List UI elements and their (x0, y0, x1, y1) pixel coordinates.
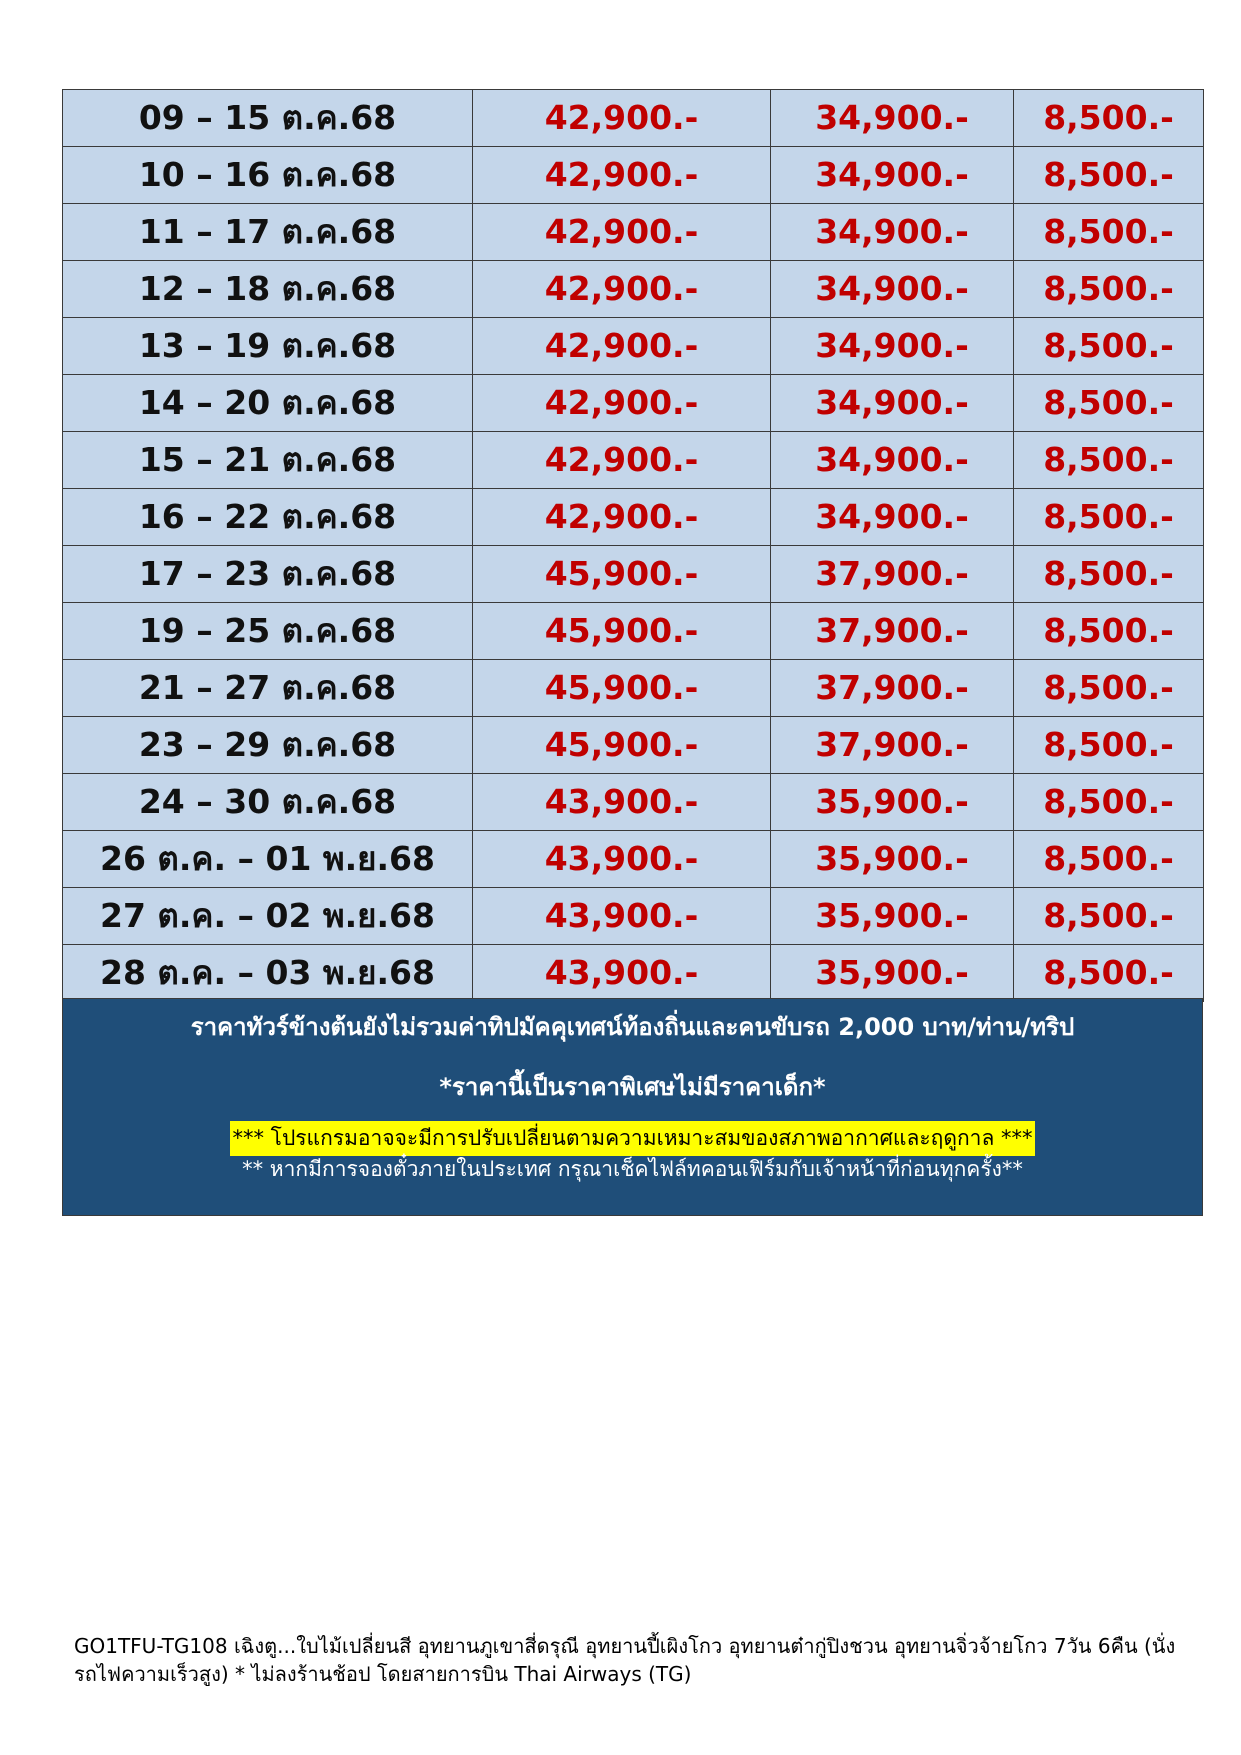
table-row (63, 888, 1204, 945)
child-price: 35,900.- (771, 888, 1014, 945)
travel-date: 19 – 25 ต.ค.68 (63, 603, 473, 660)
price-table (62, 89, 1204, 1002)
travel-date: 10 – 16 ต.ค.68 (63, 147, 473, 204)
child-price: 34,900.- (771, 432, 1014, 489)
child-price: 37,900.- (771, 717, 1014, 774)
single-supplement: 8,500.- (1014, 945, 1204, 1002)
adult-price: 45,900.- (473, 660, 771, 717)
adult-price: 42,900.- (473, 204, 771, 261)
single-supplement: 8,500.- (1014, 204, 1204, 261)
single-supplement: 8,500.- (1014, 90, 1204, 147)
child-price: 37,900.- (771, 660, 1014, 717)
travel-date: 21 – 27 ต.ค.68 (63, 660, 473, 717)
single-supplement: 8,500.- (1014, 603, 1204, 660)
child-price: 35,900.- (771, 774, 1014, 831)
adult-price: 42,900.- (473, 318, 771, 375)
adult-price: 43,900.- (473, 774, 771, 831)
travel-date: 27 ต.ค. – 02 พ.ย.68 (63, 888, 473, 945)
table-row (63, 90, 1204, 147)
travel-date: 15 – 21 ต.ค.68 (63, 432, 473, 489)
program-change-note: *** โปรแกรมอาจจะมีการปรับเปลี่ยนตามความเหมาะสมของสภาพอากาศและฤดูกาล *** (230, 1121, 1034, 1156)
table-row (63, 204, 1204, 261)
single-supplement: 8,500.- (1014, 432, 1204, 489)
single-supplement: 8,500.- (1014, 717, 1204, 774)
travel-date: 28 ต.ค. – 03 พ.ย.68 (63, 945, 473, 1002)
adult-price: 42,900.- (473, 147, 771, 204)
child-price: 34,900.- (771, 375, 1014, 432)
travel-date: 24 – 30 ต.ค.68 (63, 774, 473, 831)
adult-price: 42,900.- (473, 90, 771, 147)
travel-date: 13 – 19 ต.ค.68 (63, 318, 473, 375)
single-supplement: 8,500.- (1014, 489, 1204, 546)
adult-price: 43,900.- (473, 945, 771, 1002)
adult-price: 45,900.- (473, 603, 771, 660)
child-price: 34,900.- (771, 90, 1014, 147)
single-supplement: 8,500.- (1014, 888, 1204, 945)
table-row (63, 945, 1204, 1002)
travel-date: 14 – 20 ต.ค.68 (63, 375, 473, 432)
table-row (63, 432, 1204, 489)
table-row (63, 318, 1204, 375)
table-row (63, 489, 1204, 546)
table-row (63, 375, 1204, 432)
single-supplement: 8,500.- (1014, 375, 1204, 432)
table-row (63, 774, 1204, 831)
child-price: 34,900.- (771, 261, 1014, 318)
single-supplement: 8,500.- (1014, 147, 1204, 204)
travel-date: 11 – 17 ต.ค.68 (63, 204, 473, 261)
travel-date: 23 – 29 ต.ค.68 (63, 717, 473, 774)
single-supplement: 8,500.- (1014, 774, 1204, 831)
single-supplement: 8,500.- (1014, 660, 1204, 717)
table-row (63, 603, 1204, 660)
adult-price: 42,900.- (473, 432, 771, 489)
adult-price: 42,900.- (473, 261, 771, 318)
travel-date: 12 – 18 ต.ค.68 (63, 261, 473, 318)
travel-date: 16 – 22 ต.ค.68 (63, 489, 473, 546)
table-row (63, 261, 1204, 318)
table-row (63, 147, 1204, 204)
child-price: 35,900.- (771, 945, 1014, 1002)
program-change-note-wrap (63, 1121, 1202, 1156)
footer-tour-info: GO1TFU-TG108 เฉิงตู...ใบไม้เปลี่ยนสี อุทยานภูเขาสี่ดรุณี อุทยานปี้เผิงโกว อุทยานต๋ากู่ปิงชวน อุทยานจิ่วจ้ายโกว 7วัน 6คืน (นั่งรถไฟความเร็วสูง) * ไม่ลงร้านช้อป โดยสายการบิน Thai Airways (TG) (74, 1634, 1176, 1686)
child-price: 37,900.- (771, 603, 1014, 660)
notes-box (62, 998, 1203, 1216)
table-row (63, 717, 1204, 774)
domestic-ticket-note: ** หากมีการจองตั๋วภายในประเทศ กรุณาเช็คไฟล์ทคอนเฟิร์มกับเจ้าหน้าที่ก่อนทุกครั้ง** (242, 1157, 1023, 1181)
travel-date: 26 ต.ค. – 01 พ.ย.68 (63, 831, 473, 888)
child-price: 34,900.- (771, 204, 1014, 261)
price-table-body (63, 90, 1204, 1002)
child-price: 34,900.- (771, 489, 1014, 546)
adult-price: 42,900.- (473, 489, 771, 546)
travel-date: 09 – 15 ต.ค.68 (63, 90, 473, 147)
adult-price: 43,900.- (473, 831, 771, 888)
single-supplement: 8,500.- (1014, 831, 1204, 888)
table-row (63, 831, 1204, 888)
adult-price: 45,900.- (473, 717, 771, 774)
child-price: 34,900.- (771, 318, 1014, 375)
single-supplement: 8,500.- (1014, 318, 1204, 375)
adult-price: 43,900.- (473, 888, 771, 945)
adult-price: 42,900.- (473, 375, 771, 432)
child-price: 34,900.- (771, 147, 1014, 204)
special-price-note: *ราคานี้เป็นราคาพิเศษไม่มีราคาเด็ก* (439, 1073, 826, 1101)
single-supplement: 8,500.- (1014, 546, 1204, 603)
child-price: 37,900.- (771, 546, 1014, 603)
child-price: 35,900.- (771, 831, 1014, 888)
table-row (63, 660, 1204, 717)
table-row (63, 546, 1204, 603)
travel-date: 17 – 23 ต.ค.68 (63, 546, 473, 603)
adult-price: 45,900.- (473, 546, 771, 603)
tip-note: ราคาทัวร์ข้างต้นยังไม่รวมค่าทิปมัคคุเทศน์ท้องถิ่นและคนขับรถ 2,000 บาท/ท่าน/ทริป (190, 1013, 1075, 1041)
single-supplement: 8,500.- (1014, 261, 1204, 318)
